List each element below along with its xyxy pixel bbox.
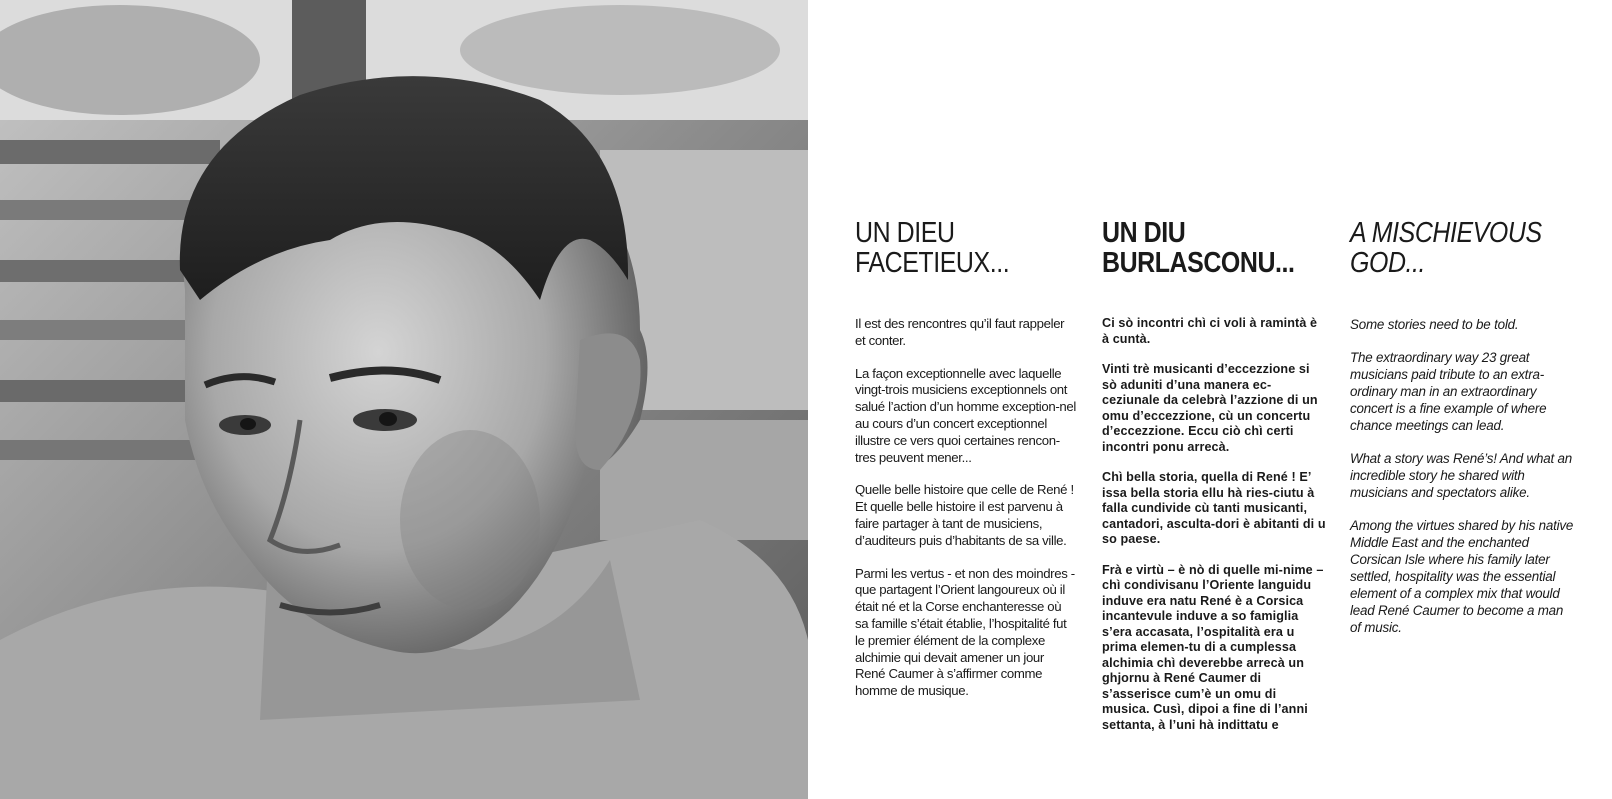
corsican-paragraph-2: Vinti trè musicanti d’eccezzione si sò aduniti d’una manera ec-ceziunale da celebrà l’azzione di un omu d’eccezzione, cù un concertu d’eccezzione. Eccu ciò chì certi incontri ponu arrecà. <box>1102 362 1318 454</box>
corsican-paragraph-4: Frà e virtù – è nò di quelle mi-nime – chì condivisanu l’Oriente languidu induve era natu René è a Corsica incantevule induve a so famiglia s’era accasata, l’ospitalità era u prima elemen-tu di a cumplessa alchimia chì deverebbe arrecà un ghjornu à René Caumer di s’asserisce cum’è un omu di musica. Cusì, dipoi a fine di l’anni settanta, à l’uni hà indittatu e <box>1102 562 1324 732</box>
french-title-line2: FACETIEUX... <box>855 247 1010 279</box>
english-paragraph-2: The extraordinary way 23 great musicians paid tribute to an extra-ordinary man in an extraordinary concert is a fine example of where chance meetings can lead. <box>1350 350 1547 433</box>
corsican-title-line1: UN DIU <box>1102 217 1186 249</box>
corsican-paragraph-1: Ci sò incontri chì ci voli à ramintà è à cuntà. <box>1102 316 1318 346</box>
french-paragraph-3: Quelle belle histoire que celle de René ! Et quelle belle histoire il est parvenu à faire partager à tant de musiciens, d’auditeurs puis d’habitants de sa ville. <box>855 482 1074 548</box>
corsican-paragraph-3: Chì bella storia, quella di René ! E’ issa bella storia ellu hà ries-ciutu à falla cundivide cù tanti musicanti, cantadori, asculta-dori è abitanti di u so paese. <box>1102 470 1326 546</box>
corsican-title-line2: BURLASCONU... <box>1102 247 1295 279</box>
french-title-line1: UN DIEU <box>855 217 955 249</box>
french-paragraph-4: Parmi les vertus - et non des moindres - que partagent l’Orient langoureux où il était né et la Corse enchanteresse où sa famille s’était établie, l’hospitalité fut le premier élément de la complexe alchimie qui devait amener un jour René Caumer à s’affirmer comme homme de musique. <box>855 565 1075 699</box>
english-title-line2: GOD... <box>1350 247 1426 279</box>
english-paragraph-4: Among the virtues shared by his native Middle East and the enchanted Corsican Isle where his family later settled, hospitality was the essential element of a complex mix that would lead René Caumer to become a man of music. <box>1350 518 1574 635</box>
french-paragraph-2: La façon exceptionnelle avec laquelle vingt-trois musiciens exceptionnels ont salué l’action d’un homme exception-nel au cours d’un concert exceptionnel illustre ce vers quoi certaines rencon-tres peuvent mener... <box>855 365 1076 465</box>
french-paragraph-1: Il est des rencontres qu’il faut rappeler et conter. <box>855 316 1065 348</box>
english-column <box>1350 218 1575 652</box>
english-title-line1: A MISCHIEVOUS <box>1350 217 1542 249</box>
english-paragraph-1: Some stories need to be told. <box>1350 317 1519 332</box>
corsican-column <box>1102 218 1327 748</box>
english-title <box>1350 218 1544 316</box>
corsican-title <box>1102 218 1296 316</box>
french-title <box>855 218 1046 316</box>
french-column <box>855 218 1077 716</box>
english-paragraph-3: What a story was René’s! And what an incredible story he shared with musicians and spectators alike. <box>1350 451 1573 500</box>
